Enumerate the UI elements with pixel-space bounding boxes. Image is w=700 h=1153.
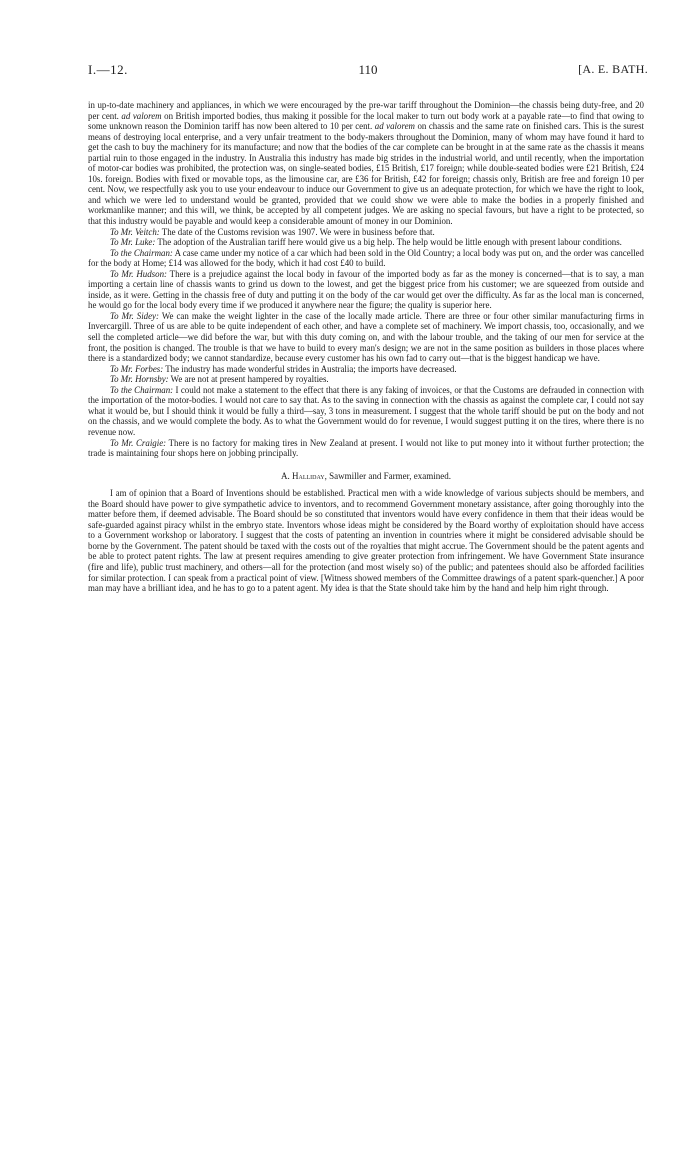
addressee-label: To Mr. Forbes: (110, 363, 164, 374)
paragraph-chairman-2: To the Chairman: I could not make a statement to the effect that there is any faking of invoices, or that the Customs are defrauded in connection with the importation of the motor-bodies. I would not care to say that. As to the saving in connection with the chassis as against the complete car, I could not say what it would be, but I should think it would be fully a third—say, 3 tons in measurement. I suggest that the whole tariff should be put on the body and not on the chassis, and we would complete the body. As to what the Government would do for revenue, I would suggest putting it on the tires, where there is no revenue now. (88, 384, 644, 437)
addressee-label: ad valorem (121, 110, 162, 121)
paragraph-forbes: To Mr. Forbes: The industry has made wonderful strides in Australia; the imports have decreased. (110, 363, 457, 374)
paragraph-halliday-statement: I am of opinion that a Board of Inventions should be established. Practical men with a wide knowledge of various subjects should be members, and the Board should have power to give sympathetic advice to inventors, and to recommend Government monetary assistance, after going thoroughly into the matter before them, if deemed advisable. The Board should be so constituted that inventors would have every confidence in them that their ideas would be safe-guarded against piracy whilst in the embryo state. Inventors whose ideas might be considered by the Board worthy of exploitation should have access to a Government workshop or laboratory. I suggest that the costs of patenting an invention in countries where it might be considered advisable should be borne by the Government. The patent should be taxed with the costs out of the royalties that might accrue. The Government should be the patent agents and be able to protect patent rights. The law at present requires amending to give greater protection from infringement. We have Government State insurance (fire and life), public trust machinery, and others—all for the protection (and most wisely so) of the public; and patentees should also be afforded facilities for similar protection. I can speak from a practical point of view. [Witness showed members of the Committee drawings of a patent spark-quencher.] A poor man may have a brilliant idea, and he has to go to a patent agent. My idea is that the State should take him by the hand and help him right through. (88, 488, 644, 594)
document-body (88, 100, 644, 594)
addressee-label: To Mr. Hudson: (110, 268, 167, 279)
addressee-label: To Mr. Luke: (110, 237, 156, 248)
witness-heading (88, 471, 644, 482)
paragraph-sidey: To Mr. Sidey: We can make the weight lighter in the case of the locally made article. There are three or four other similar manufacturing firms in Invercargill. Three of us are able to be quite independent of each other, and have a complete set of machinery. We import chassis, too, occasionally, and we sell the completed article—we did before the war, but with this duty coming on, and with the labour trouble, and the taking of our men for service at the front, the position is changed. The trouble is that we have to build to every man's design; we are not in the same position as builders in those places where there is a standardized body; we cannot standardize, because every customer has his own fad to carry out—that is the biggest handicap we have. (88, 310, 644, 364)
page-number: 110 (358, 62, 378, 77)
page-header (88, 62, 648, 82)
addressee-label: To the Chairman: (110, 247, 173, 258)
addressee-label: ad valorem (374, 121, 415, 132)
witness-name: Halliday (292, 470, 325, 481)
paragraph-continuation: in up-to-date machinery and appliances, in which we were encouraged by the pre-war tariff throughout the Dominion—the chassis being duty-free, and 20 per cent. ad valorem on British imported bodies, thus making it possible for the local maker to turn out body work at a payable rate—to find that owing to some unknown reason the Dominion tariff has now been altered to 10 per cent. ad valorem on chassis and the same rate on finished cars. This is the surest means of destroying local enterprise, and a very unfair treatment to the body-makers throughout the Dominion, many of whom may have found it hard to get the cash to buy the machinery for its manufacture; and now that the bodies of the car complete can be brought in at the same rate as the chassis it means partial ruin to those engaged in the industry. In Australia this industry has made big strides in the industrial world, and until recently, when the importation of motor-car bodies was prohibited, the protection was, on single-seated bodies, £15 British, £17 foreign; while double-seated bodies were £21 British, £24 10s. foreign. Bodies with fixed or movable tops, as the limousine car, are £36 for British, £42 for foreign; chassis only, British are free and foreign 10 per cent. Now, we respectfully ask you to use your endeavour to induce our Government to give us an adequate protection, for which we have the right to look, and which we were led to understand would be granted, provided that we could show we were able to make the bodies in a properly finished and workmanlike manner; and this will, we think, be accepted by all competent judges. We are asking no special favours, but have a right to be protected, so that this industry would be payable and would keep a considerable amount of money in our Dominion. (88, 100, 644, 227)
addressee-label: To Mr. Veitch: (110, 226, 160, 237)
document-reference: I.—12. (88, 62, 128, 77)
witness-description: , Sawmiller and Farmer, examined. (324, 470, 451, 481)
paragraph-hudson: To Mr. Hudson: There is a prejudice against the local body in favour of the imported body as far as the money is concerned—that is to say, a man importing a certain line of chassis wants to grind us down to the lowest, and get the biggest price from his customer; we are squeezed from outside and inside, as it were. Getting in the chassis free of duty and putting it on the body of the car would get over the difficulty. As far as the local man is concerned, he would go for the local body every time if we produced it anywhere near the figure; the quality is superior here. (88, 268, 644, 311)
paragraph-luke: To Mr. Luke: The adoption of the Australian tariff here would give us a big help. The help would be little enough with present labour conditions. (110, 237, 622, 248)
addressee-label: To Mr. Sidey: (110, 310, 159, 321)
paragraph-hornsby: To Mr. Hornsby: We are not at present hampered by royalties. (110, 374, 329, 385)
witness-tag: [A. E. BATH. (578, 62, 648, 76)
halliday-paragraphs (88, 488, 644, 593)
addressee-label: To Mr. Craigie: (110, 437, 167, 448)
paragraph-chairman-1: To the Chairman: A case came under my notice of a car which had been sold in the Old Country; a local body was put on, and the order was cancelled for the body at Home; £14 was allowed for the body, which it had cost £40 to build. (88, 247, 644, 269)
paragraph-veitch: To Mr. Veitch: The date of the Customs revision was 1907. We were in business before that. (110, 226, 435, 237)
addressee-label: To the Chairman: (110, 384, 174, 395)
addressee-label: To Mr. Hornsby: (110, 374, 169, 385)
witness-name-prefix: A. (281, 470, 293, 481)
paragraph-craigie: To Mr. Craigie: There is no factory for making tires in New Zealand at present. I would not like to put money into it without further protection; the trade is maintaining four shops here on jobbing principally. (88, 437, 644, 459)
testimony-paragraphs (88, 100, 644, 459)
